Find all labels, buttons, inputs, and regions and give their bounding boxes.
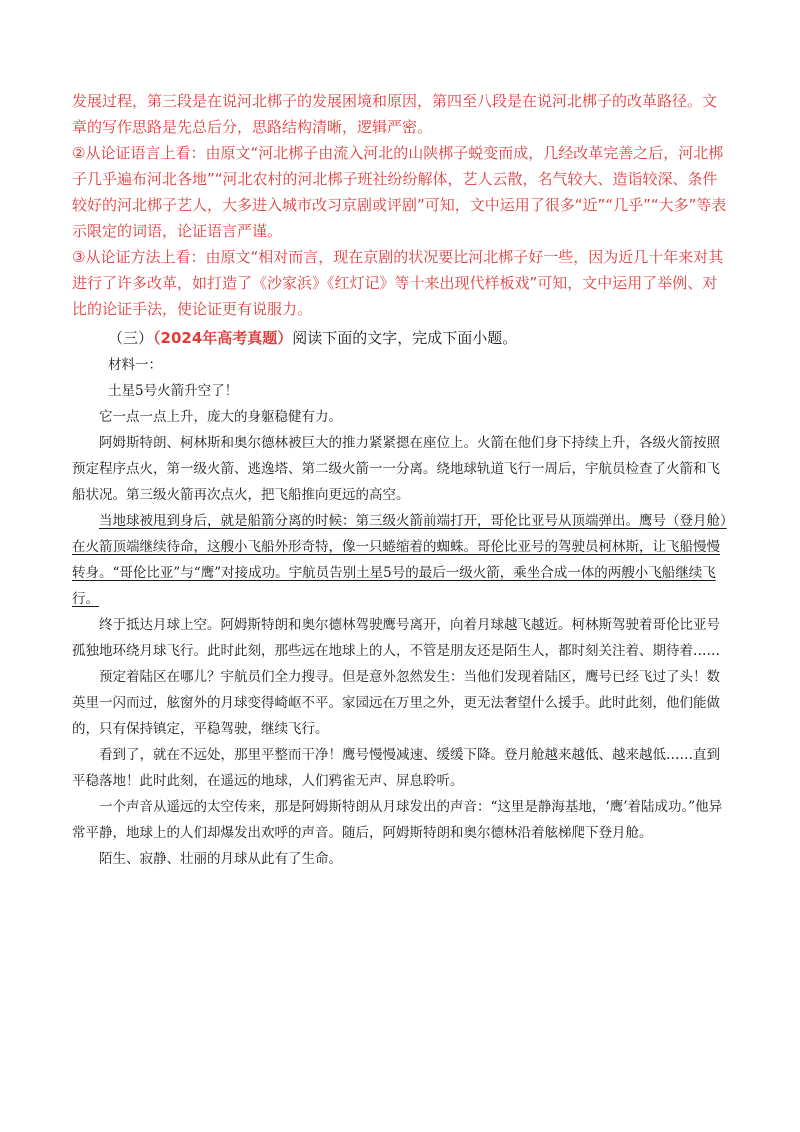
question-number: （三） (108, 329, 154, 347)
material-one (72, 352, 728, 872)
answer-analysis (72, 88, 728, 322)
material-paragraph-8: 陌生、寂静、壮丽的月球从此有了生命。 (99, 851, 342, 867)
material-paragraph-1: 它一点一点上升，庞大的身躯稳健有力。 (99, 409, 342, 425)
material-paragraph-6: 看到了，就在不远处，那里平整而干净！鹰号慢慢减速、缓缓下降。登月舱越来越低、越来越低……直到平稳落地！此时此刻，在遥远的地球，人们鸦雀无声、屏息聆听。 (72, 747, 720, 789)
material-paragraph-5: 预定着陆区在哪儿？宇航员们全力搜寻。但是意外忽然发生：当他们发现着陆区，鹰号已经飞过了头！数英里一闪而过，舷窗外的月球变得崎岖不平。家园远在万里之外，更无法奢望什么援手。此时此刻，他们能做的，只有保持镇定，平稳驾驶，继续飞行。 (72, 669, 720, 737)
answer-point-language: ②从论证语言上看：由原文“河北梆子由流入河北的山陕梆子蜕变而成，几经改革完善之后，河北梆子几乎遍布河北各地”“河北农村的河北梆子班社纷纷解体，艺人云散，名气较大、造诣较深、条件较好的河北梆子艺人，大多进入城市改习京剧或评剧”可知，文中运用了很多“近”“几乎”“大多”等表示限定的词语，论证语言严谨。 (72, 144, 727, 240)
material-paragraph-2: 阿姆斯特朗、柯林斯和奥尔德林被巨大的推力紧紧摁在座位上。火箭在他们身下持续上升，各级火箭按照预定程序点火，第一级火箭、逃逸塔、第二级火箭一一分离。绕地球轨道飞行一周后，宇航员检查了火箭和飞船状况。第三级火箭再次点火，把飞船推向更远的高空。 (72, 435, 720, 503)
exam-tag: （2024年高考真题） (153, 329, 293, 347)
answer-point-method: ③从论证方法上看：由原文“相对而言，现在京剧的状况要比河北梆子好一些，因为近几十年来对其进行了许多改革，如打造了《沙家浜》《红灯记》等十来出现代样板戏”可知，文中运用了举例、对比的论证手法，使论证更有说服力。 (72, 248, 724, 318)
question-instruction: 阅读下面的文字，完成下面小题。 (292, 329, 518, 347)
material-title: 土星5号火箭升空了！ (108, 383, 239, 399)
material-paragraph-7: 一个声音从遥远的太空传来，那是阿姆斯特朗从月球发出的声音：“这里是静海基地，‘鹰’着陆成功。”他异常平静，地球上的人们却爆发出欢呼的声音。随后，阿姆斯特朗和奥尔德林沿着舷梯爬下登月舱。 (72, 799, 723, 841)
material-label: 材料一： (108, 357, 162, 373)
material-paragraph-4: 终于抵达月球上空。阿姆斯特朗和奥尔德林驾驶鹰号离开，向着月球越飞越近。柯林斯驾驶着哥伦比亚号孤独地环绕月球飞行。此时此刻，那些远在地球上的人，不管是朋友还是陌生人，都时刻关注着、期待着…… (72, 617, 720, 659)
document-page (72, 88, 728, 872)
question-header (108, 324, 728, 352)
material-paragraph-3-underlined: 当地球被甩到身后，就是船箭分离的时候：第三级火箭前端打开，哥伦比亚号从顶端弹出。鹰号（登月舱）在火箭顶端继续待命，这艘小飞船外形奇特，像一只蜷缩着的蜘蛛。哥伦比亚号的驾驶员柯林斯，让飞船慢慢转身。“哥伦比亚”与“鹰”对接成功。宇航员告别土星5号的最后一级火箭，乘坐合成一体的两艘小飞船继续飞行。 (72, 513, 727, 607)
answer-continued: 发展过程，第三段是在说河北梆子的发展困境和原因，第四至八段是在说河北梆子的改革路径。文章的写作思路是先总后分，思路结构清晰，逻辑严密。 (72, 92, 718, 136)
